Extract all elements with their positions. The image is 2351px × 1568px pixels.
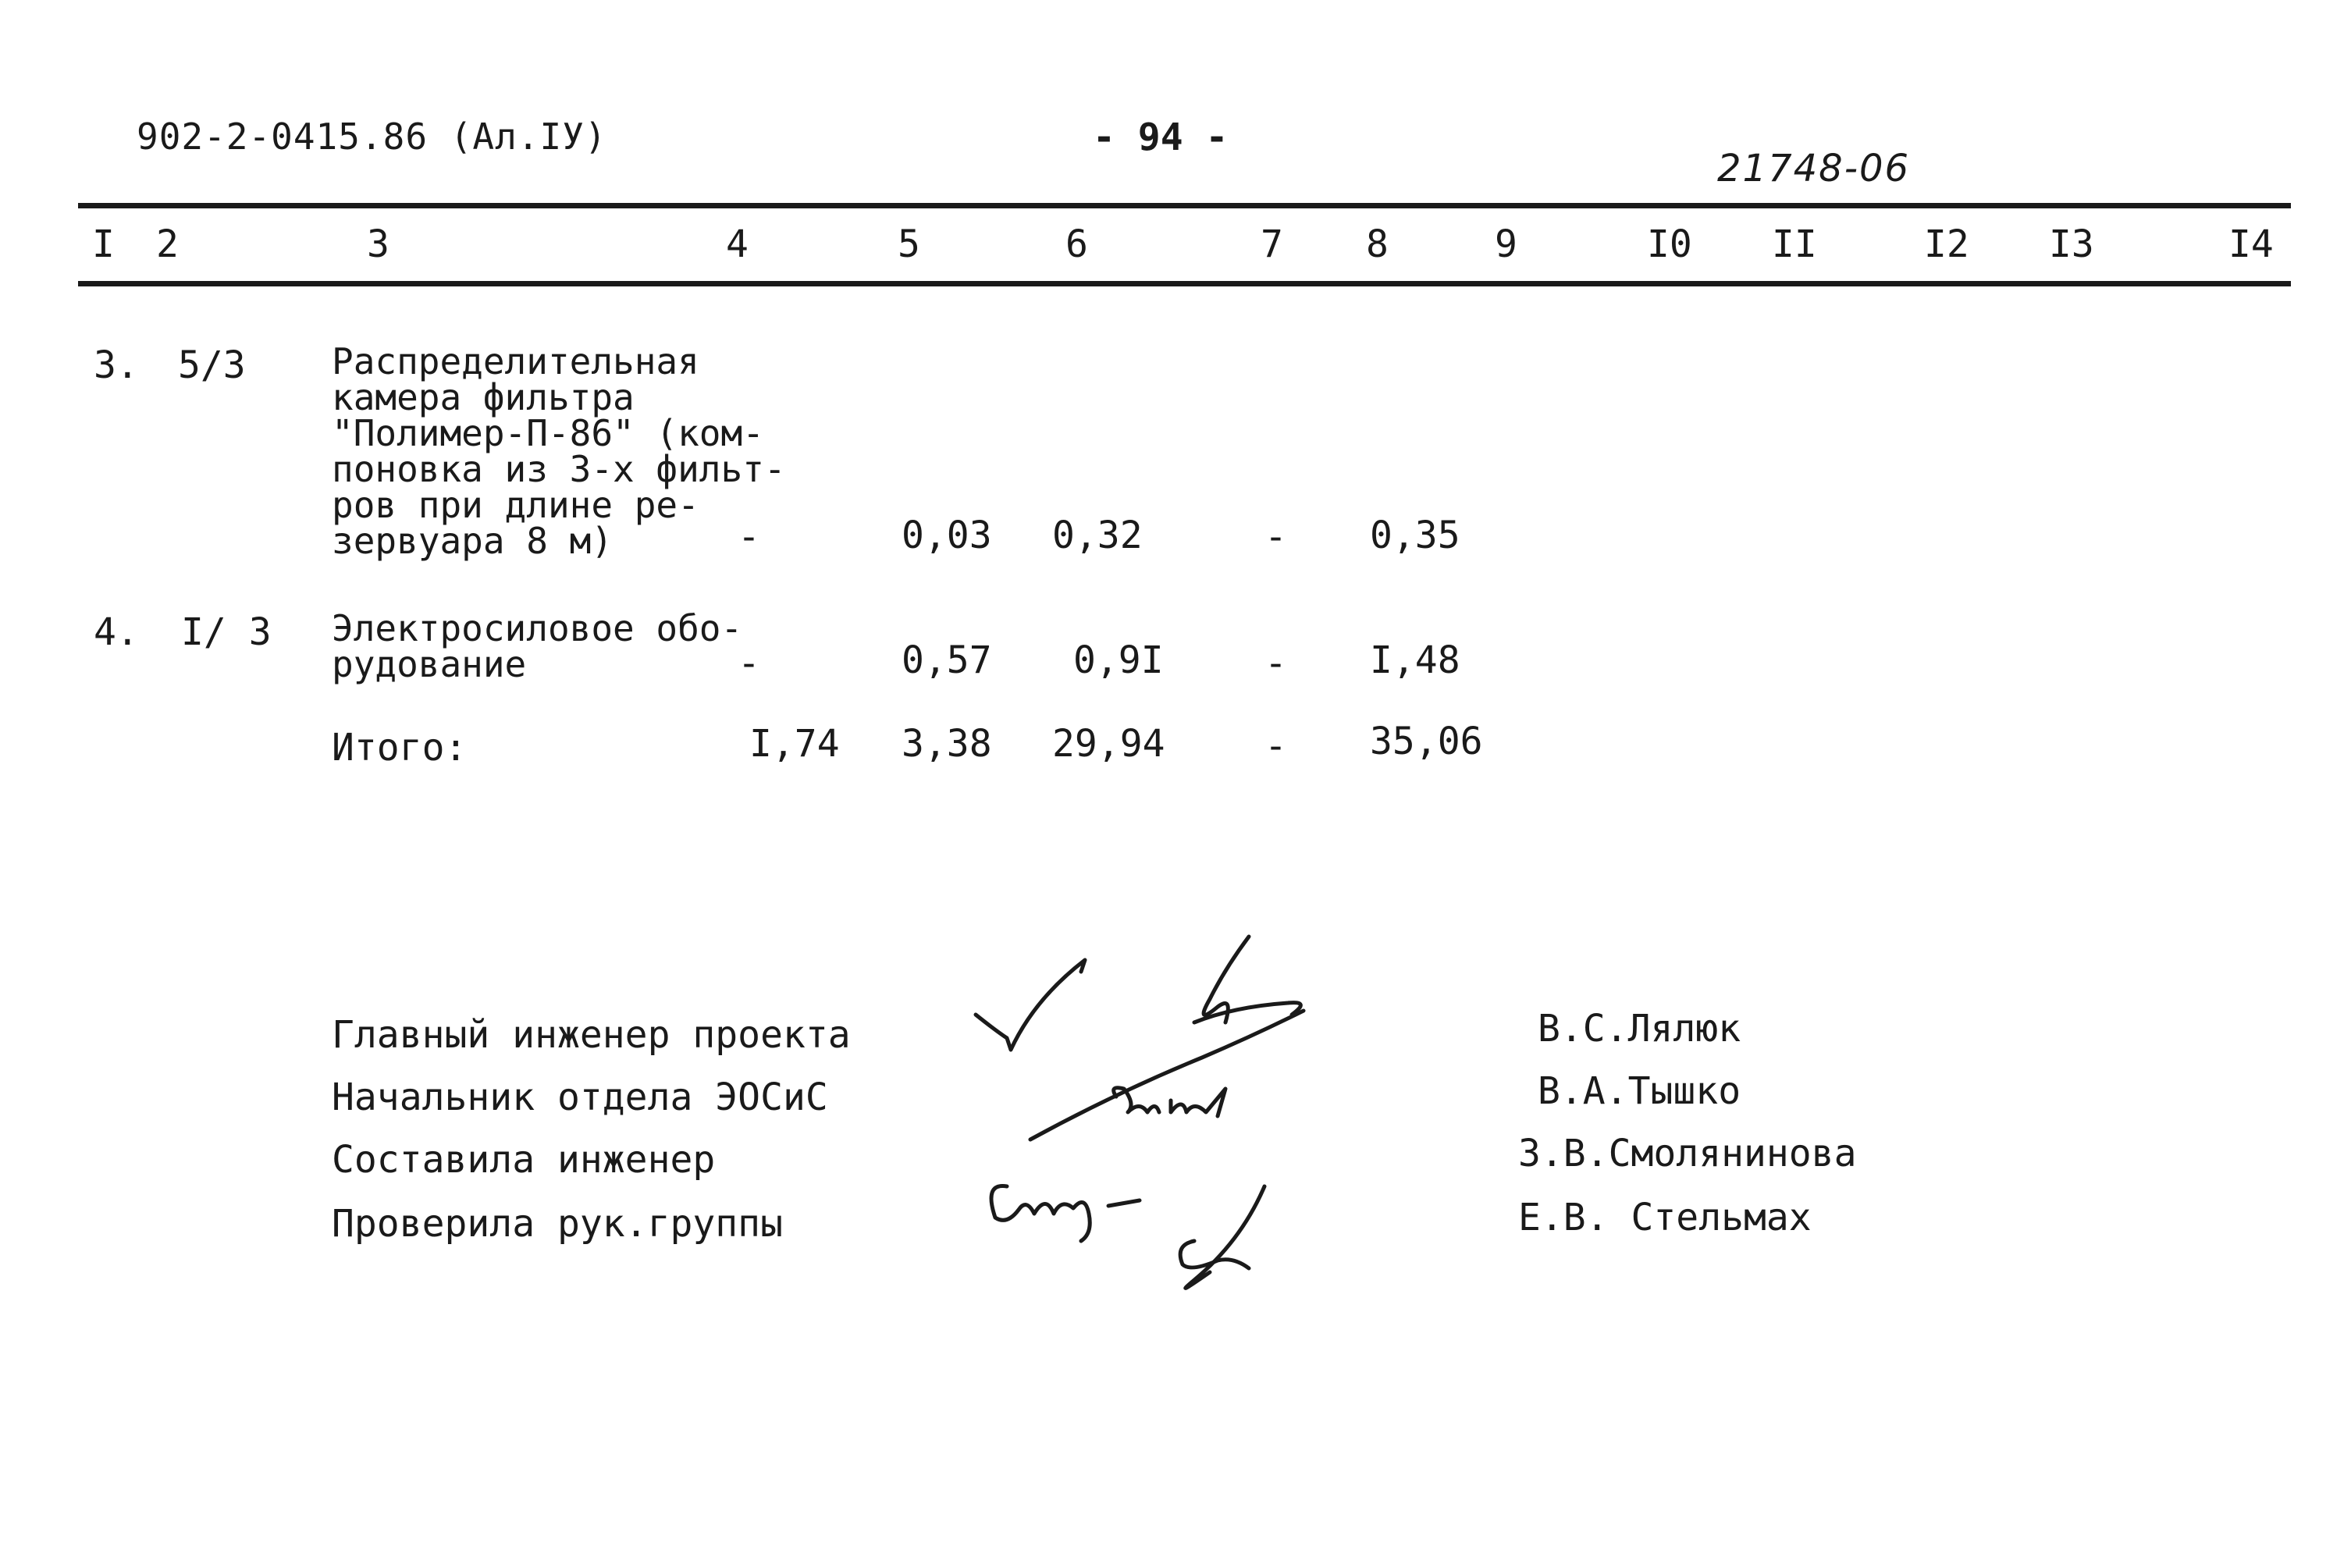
column-number: I2 (1924, 222, 1969, 266)
total-col5: 3,38 (902, 722, 992, 766)
table-top-rule (78, 203, 2291, 208)
row-number: 3. (94, 343, 139, 387)
handwritten-signatures (960, 913, 1366, 1319)
column-number: I3 (2049, 222, 2094, 266)
column-number: 4 (726, 222, 749, 266)
cell-col6: 0,32 (1052, 514, 1143, 557)
signature-stroke (1171, 1089, 1225, 1116)
page-number: - 94 - (1093, 116, 1229, 159)
row-reference: I∕ 3 (181, 610, 272, 654)
signature-stroke (1180, 1241, 1249, 1268)
column-number: 8 (1366, 222, 1389, 266)
total-label: Итого: (332, 726, 468, 770)
signatory-name: В.С.Лялюк (1538, 1007, 1741, 1051)
total-col8: 35,06 (1370, 720, 1483, 763)
column-number: 6 (1065, 222, 1088, 266)
cell-col6: 0,9I (1073, 638, 1164, 682)
row-description: Электросиловое обо- рудование (332, 607, 743, 685)
column-number: 7 (1261, 222, 1283, 266)
column-number: I0 (1647, 222, 1692, 266)
cell-col4: - (738, 642, 760, 685)
cell-col7: - (1264, 642, 1287, 685)
signatory-role: Составила инженер (332, 1138, 716, 1182)
signatory-name: В.А.Тышко (1538, 1069, 1741, 1113)
cell-col4: - (738, 515, 760, 559)
row-description: Распределительная камера фильтра "Полимер-П-86" (ком- поновка из 3-х фильт- ров при длине ре- зервуара 8 м) (332, 340, 786, 562)
signatory-name: Е.В. Стельмах (1518, 1196, 1812, 1239)
signatory-name: З.В.Смолянинова (1518, 1132, 1857, 1175)
total-col4: I,74 (749, 722, 840, 766)
cell-col8: 0,35 (1370, 514, 1460, 557)
cell-col5: 0,57 (902, 638, 992, 682)
column-number: 2 (156, 222, 179, 266)
signature-stroke (991, 1186, 1090, 1242)
column-number: I4 (2228, 222, 2274, 266)
column-number: 3 (367, 222, 389, 266)
signatory-role: Главный инженер проекта (332, 1013, 851, 1057)
signature-stroke (976, 960, 1085, 1050)
row-reference: 5/3 (178, 343, 246, 387)
signature-stroke (1030, 1011, 1304, 1140)
cell-col5: 0,03 (902, 514, 992, 557)
archive-number: 21748-06 (1717, 147, 1911, 190)
signature-stroke (1108, 1200, 1140, 1206)
row-number: 4. (94, 610, 139, 654)
total-col6: 29,94 (1052, 722, 1165, 766)
signature-stroke (1186, 1186, 1264, 1288)
column-number: II (1772, 222, 1817, 266)
cell-col7: - (1264, 515, 1287, 559)
column-number: 9 (1495, 222, 1517, 266)
column-number: 5 (898, 222, 920, 266)
signatory-role: Начальник отдела ЭОСиС (332, 1076, 828, 1119)
total-col7: - (1264, 724, 1287, 768)
signatory-role: Проверила рук.группы (332, 1202, 783, 1246)
document-code: 902-2-0415.86 (Ал.IУ) (137, 116, 607, 158)
table-header-rule (78, 281, 2291, 286)
cell-col8: I,48 (1370, 638, 1460, 682)
column-number: I (92, 222, 115, 266)
